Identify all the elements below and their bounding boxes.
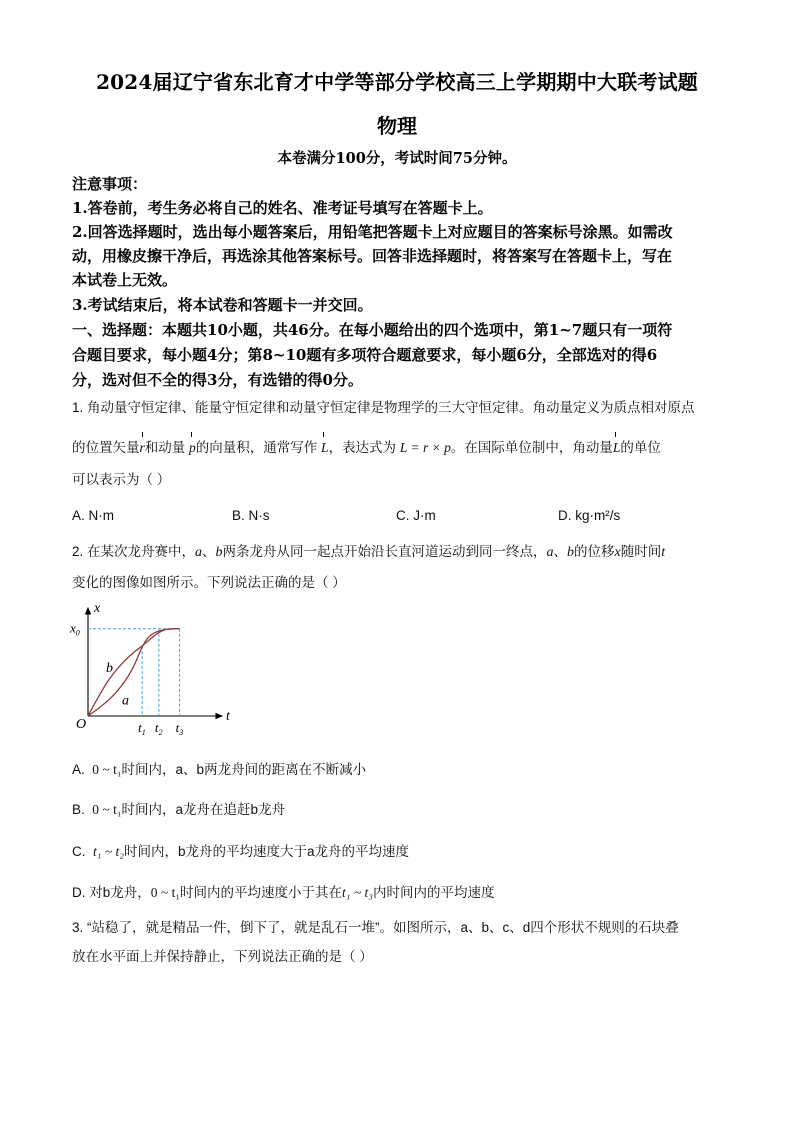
- series-b-label: b: [106, 661, 113, 676]
- q1-text-d: ，表达式为: [328, 440, 397, 455]
- origin-label: O: [76, 717, 87, 732]
- notice-item-3: 3.考试结束后，将本试卷和答题卡一并交回。: [72, 296, 373, 314]
- q2-sep-2: 、: [553, 544, 568, 559]
- q1-text-b: 和动量: [144, 440, 186, 455]
- exam-title: 2024届辽宁省东北育才中学等部分学校高三上学期期中大联考试题: [96, 70, 698, 94]
- series-a-label: a: [122, 693, 129, 709]
- q1-line-3: 可以表示为（ ）: [72, 472, 171, 487]
- q2-symbol-b: b: [215, 545, 223, 560]
- q1-symbol-L: L: [321, 438, 329, 458]
- q1-symbol-L-2: L: [613, 438, 621, 458]
- series-b-line: [88, 629, 180, 716]
- x-tick-label-t3: $t_3$: [175, 720, 184, 737]
- q1-text-a: 的位置矢量: [72, 440, 140, 455]
- notice-item-2-line-1: 2.回答选择题时，选出每小题答案后，用铅笔把答题卡上对应题目的答案标号涂黑。如需改: [72, 223, 673, 241]
- x-axis-label: t: [226, 709, 230, 724]
- q1-text-e: 。在国际单位制中，角动量: [450, 440, 613, 455]
- q1-option-c[interactable]: C. J·m: [396, 508, 436, 523]
- exam-info: 本卷满分100分，考试时间75分钟。: [277, 150, 517, 167]
- y-tick-label-x0: $x_0$: [70, 620, 80, 638]
- series-a-line: [88, 629, 180, 716]
- q1-symbol-r: r: [140, 438, 145, 458]
- q2-symbol-a-2: a: [546, 545, 554, 560]
- section-1-line-2: 合题目要求，每小题4分；第8~10题有多项符合题意要求，每小题6分，全部选对的得6: [72, 346, 658, 364]
- q2-option-b[interactable]: B. 0 ~ t₁时间内，a龙舟在追赶b龙舟: [72, 802, 286, 817]
- x-tick-label-t1: $t_1$: [138, 720, 146, 737]
- q2-symbol-b-2: b: [567, 545, 575, 560]
- notice-item-2-line-3: 本试卷上无效。: [72, 271, 178, 289]
- q2-symbol-a: a: [195, 545, 203, 560]
- q3-line-2: 放在水平面上并保持静止，下列说法正确的是（ ）: [72, 949, 373, 964]
- q1-option-a[interactable]: A. N·m: [72, 508, 114, 523]
- q1-symbol-p: p: [189, 438, 196, 458]
- q2-text-a: 2. 在某次龙舟赛中，: [72, 544, 196, 559]
- q2-line-1: [72, 542, 728, 563]
- section-1-line-3: 分，选对但不全的得3分，有选错的得0分。: [72, 371, 363, 389]
- q1-option-b[interactable]: B. N·s: [232, 508, 270, 523]
- notice-item-2-line-2: 动，用橡皮擦干净后，再选涂其他答案标号。回答非选择题时，将答案写在答题卡上，写在: [72, 247, 673, 265]
- q1-formula: L = r × p: [399, 440, 451, 455]
- q2-text-d: 随时间: [620, 544, 662, 559]
- q3-line-1: 3. “站稳了，就是精品一件，倒下了，就是乱石一堆”。如图所示，a、b、c、d四个形状不规则的石块叠: [72, 920, 679, 935]
- q1-line-2: [72, 438, 728, 458]
- q2-line-2: 变化的图像如图所示。下列说法正确的是（ ）: [72, 575, 346, 590]
- section-1-line-1: 一、选择题：本题共10小题，共46分。在每小题给出的四个选项中，第1~7题只有一项符: [72, 321, 673, 339]
- q2-symbol-t: t: [661, 545, 666, 560]
- q2-option-c[interactable]: C. t₁ ~ t₂时间内，b龙舟的平均速度大于a龙舟的平均速度: [72, 844, 409, 859]
- q1-line-1: 1. 角动量守恒定律、能量守恒定律和动量守恒定律是物理学的三大守恒定律。角动量定义为质点相对原点: [72, 400, 695, 415]
- q2-text-c: 的位移: [574, 544, 615, 559]
- q2-option-d[interactable]: D. 对b龙舟，0 ~ t₁时间内的平均速度小于其在t₁ ~ t₃内时间内的平均速度: [72, 885, 495, 900]
- q2-text-b: 两条龙舟从同一起点开始沿长直河道运动到同一终点，: [222, 544, 547, 559]
- q2-option-a[interactable]: A. 0 ~ t₁时间内，a、b两龙舟间的距离在不断减小: [72, 762, 367, 777]
- q1-option-d[interactable]: D. kg·m²/s: [558, 508, 621, 523]
- q2-sep: 、: [202, 544, 216, 559]
- q1-text-c: 的向量积，通常写作: [195, 440, 318, 455]
- y-axis-label: x: [94, 601, 101, 616]
- q2-symbol-x: x: [614, 545, 621, 560]
- notice-item-1: 1.答卷前，考生务必将自己的姓名、准考证号填写在答题卡上。: [72, 199, 493, 217]
- q1-text-f: 的单位: [620, 440, 661, 455]
- xt-graph: [68, 600, 238, 750]
- notice-heading: 注意事项：: [72, 175, 148, 193]
- subject-title: 物理: [377, 114, 417, 138]
- x-tick-label-t2: $t_2$: [154, 720, 163, 737]
